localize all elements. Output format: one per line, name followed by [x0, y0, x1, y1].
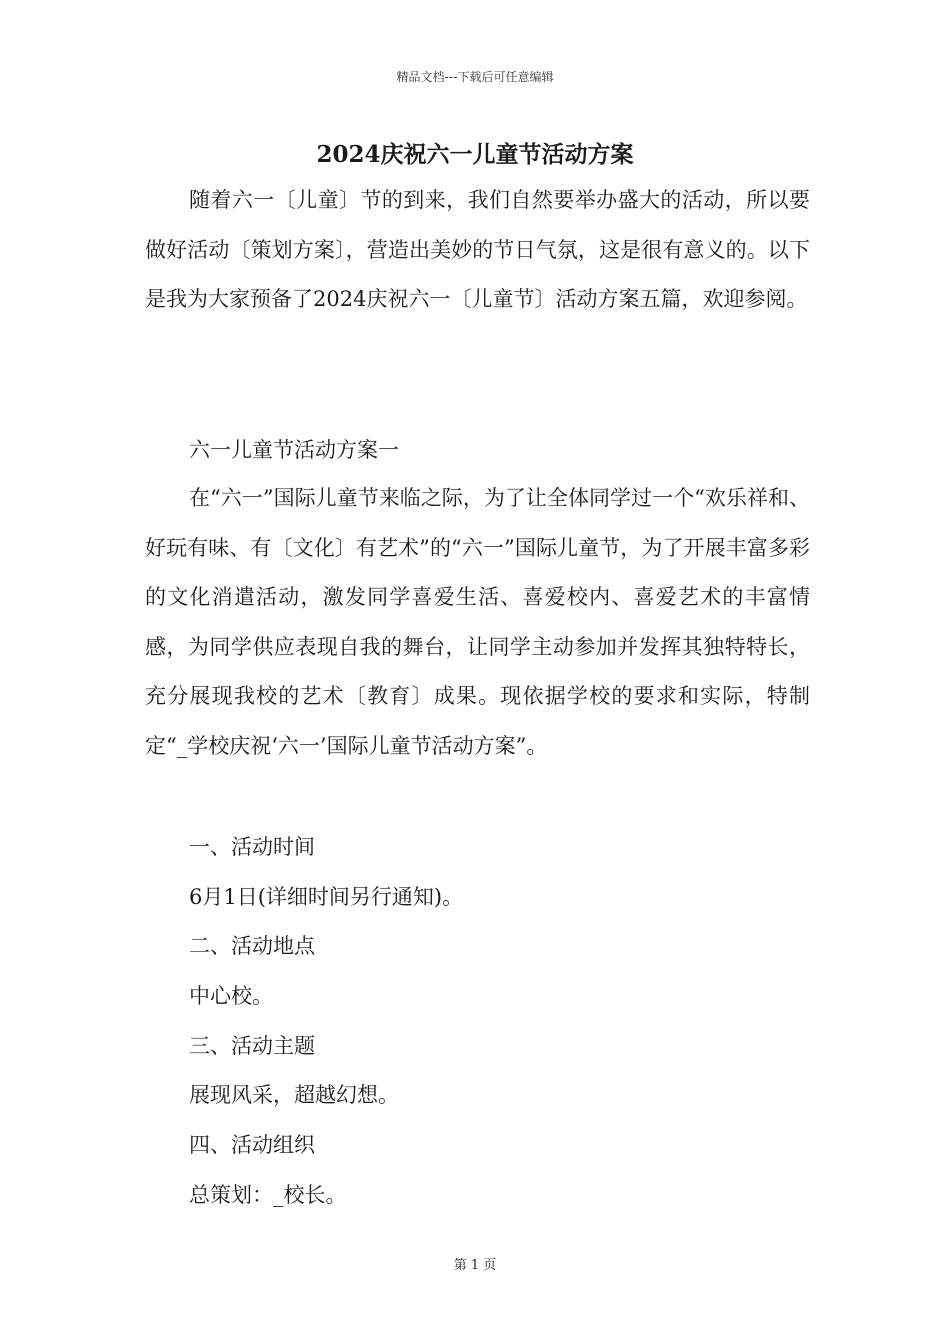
document-title: 2024庆祝六一儿童节活动方案 [316, 141, 634, 168]
item-heading-place: 二、活动地点 [189, 934, 315, 958]
intro-paragraph: 随着六一〔儿童〕节的到来，我们自然要举办盛大的活动，所以要做好活动〔策划方案〕，营造出美妙的节日气氛，这是很有意义的。以下是我为大家预备了2024庆祝六一〔儿童节〕活动方案五篇，欢迎参阅。 [145, 188, 810, 311]
item-text-place: 中心校。 [189, 984, 273, 1008]
item-heading-theme: 三、活动主题 [189, 1034, 315, 1058]
item-heading-time: 一、活动时间 [189, 835, 315, 859]
page-footer: 第 1 页 [453, 1258, 497, 1273]
item-text-theme: 展现风采，超越幻想。 [189, 1083, 399, 1107]
section-paragraph: 在“六一”国际儿童节来临之际，为了让全体同学过一个“欢乐祥和、好玩有味、有〔文化〕有艺术”的“六一”国际儿童节，为了开展丰富多彩的文化消遣活动，激发同学喜爱生活、喜爱校内、喜爱艺术的丰富情感，为同学供应表现自我的舞台，让同学主动参加并发挥其独特特长，充分展现我校的艺术〔教育〕成果。现依据学校的要求和实际，特制定“_学校庆祝‘六一’国际儿童节活动方案”。 [145, 486, 810, 758]
section-heading: 六一儿童节活动方案一 [189, 438, 399, 462]
item-text-org: 总策划：_校长。 [189, 1183, 347, 1207]
page-header: 精品文档---下载后可任意编辑 [396, 70, 554, 84]
item-heading-org: 四、活动组织 [189, 1133, 315, 1157]
item-text-time: 6月1日(详细时间另行通知)。 [189, 885, 464, 909]
